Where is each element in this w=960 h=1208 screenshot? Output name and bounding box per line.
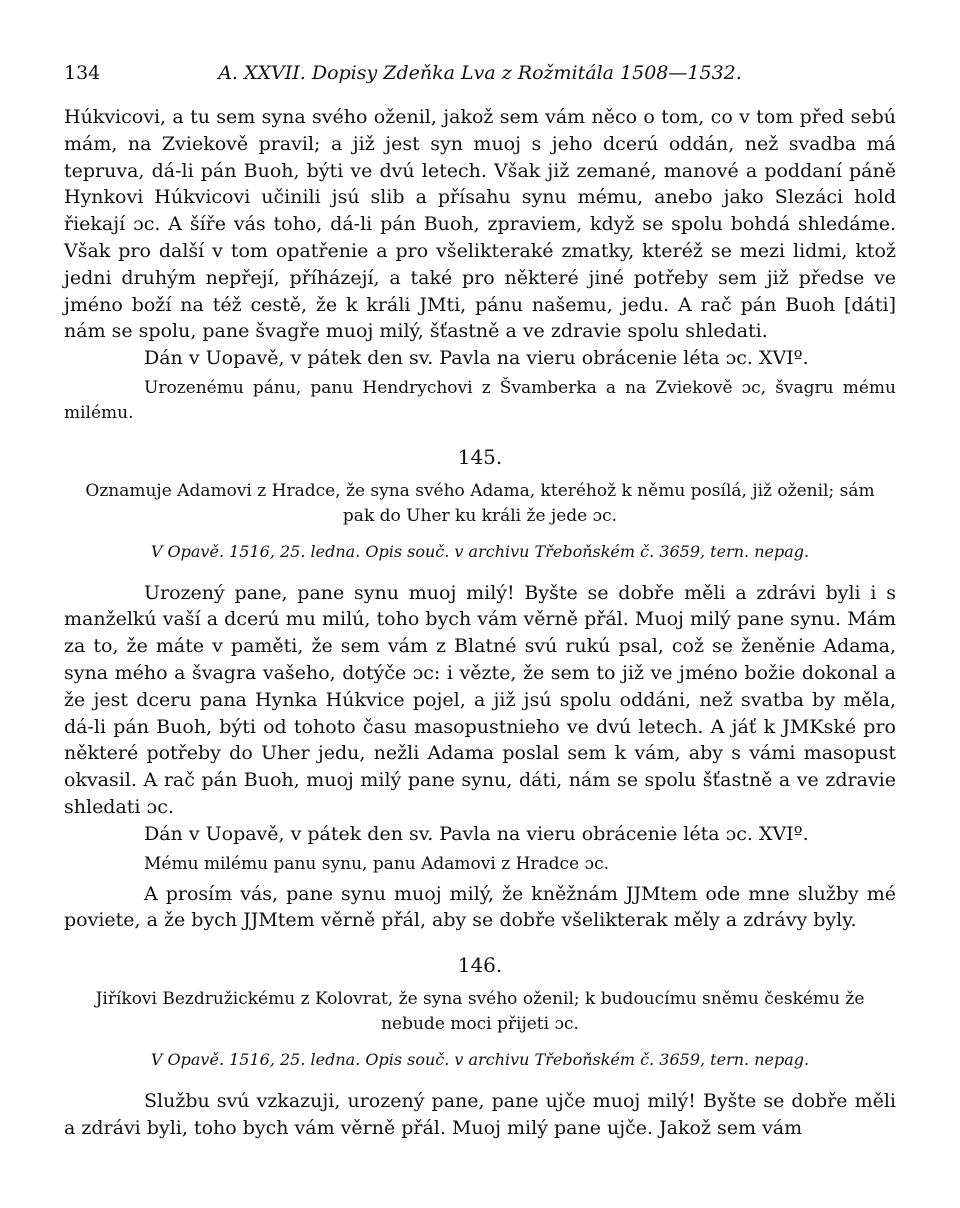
letter-145-text: Urozený pane, pane synu muoj milý! Byšte se dobře měli a zdrávi byli i s manželkú vaší a dcerú mu milú, toho bych vám věrně přál. Muoj milý pane synu. Mám za to, že máte v paměti, že sem vám z Blatné svú rukú psal, což se ženěnie Adama, syna mého a švagra vašeho, dotýče ɔc: i vězte, že sem to již ve jméno božie dokonal a že jest dceru pana Hynka Húkvice pojel, a již jsú spolu oddáni, než svatba by měla, dá-li pán Buoh, býti od tohoto času masopustnieho ve dvú letech. A jáť k JMKské pro některé potřeby do Uher jedu, nežli Adama poslal sem k vám, aby s vámi masopust okvasil. A rač pán Buoh, muoj milý pane synu, dáti, nám se spolu šťastně a ve zdravie shledati ɔc.: [64, 581, 896, 818]
page-number: 134: [64, 62, 101, 84]
letter-145-date: Dán v Uopavě, v pátek den sv. Pavla na vieru obrácenie léta ɔc. XVIº.: [144, 822, 809, 845]
letter-146-number: 146.: [457, 953, 503, 978]
letter-146-regest: Jiříkovi Bezdružickému z Kolovrat, že syna svého oženil; k budoucímu sněmu českému že nebude moci přijeti ɔc.: [95, 988, 865, 1034]
letter-144-date: Dán v Uopavě, v pátek den sv. Pavla na vieru obrácenie léta ɔc. XVIº.: [144, 347, 809, 370]
letter-146-text: Službu svú vzkazuji, urozený pane, pane ujče muoj milý! Byšte se dobře měli a zdrávi byli, toho bych vám věrně přál. Muoj milý pane ujče. Jakož sem vám: [64, 1089, 896, 1139]
letter-145-regest: Oznamuje Adamovi z Hradce, že syna svého Adama, kteréhož k němu posílá, již oženil; sám pak do Uher ku králi že jede ɔc.: [85, 480, 875, 526]
letter-145-address: Mému milému panu synu, panu Adamovi z Hradce ɔc.: [144, 853, 609, 874]
letter-145-source: V Opavě. 1516, 25. ledna. Opis souč. v archivu Třeboňském č. 3659, tern. nepag.: [150, 541, 810, 561]
letter-144-text: Húkvicovi, a tu sem syna svého oženil, jakož sem vám něco o tom, co v tom před sebú mám, na Zviekově pravil; a již jest syn muoj s jeho dcerú oddán, než svadba má tepruva, dá-li pán Buoh, býti ve dvú letech. Však již zemané, manové a poddaní páně Hynkovi Húkvicovi učinili jsú slib a přísahu synu mému, anebo jako Slezáci hold řiekají ɔc. A šíře vás toho, dá-li pán Buoh, zpraviem, když se spolu bohdá shledáme. Však pro další v tom opatřenie a pro všelikteraké zmatky, kteréž se mezi lidmi, ktož jedni druhým nepřejí, příházejí, a také pro některé jiné potřeby sem již předse ve jméno boží na též cestě, že k králi JMti, pánu našemu, jedu. A rač pán Buoh [dáti] nám se spolu, pane švagře muoj milý, šťastně a ve zdravie spolu shledati.: [64, 106, 896, 343]
letter-144-address: Urozenému pánu, panu Hendrychovi z Švamberka a na Zviekově ɔc, švagru mému milému.: [64, 377, 896, 423]
page-body: [64, 104, 896, 1141]
letter-146-source: V Opavě. 1516, 25. ledna. Opis souč. v archivu Třeboňském č. 3659, tern. nepag.: [150, 1049, 810, 1069]
page-header: [64, 62, 896, 88]
running-title: A. XXVII. Dopisy Zdeňka Lva z Rožmitála 1508—1532.: [218, 62, 742, 84]
letter-145-number: 145.: [457, 444, 503, 469]
letter-145-postscript: A prosím vás, pane synu muoj milý, že kněžnám JJMtem ode mne služby mé poviete, a že bych JJMtem věrně přál, aby se dobře všelikterak měly a zdrávy byly.: [64, 882, 896, 932]
